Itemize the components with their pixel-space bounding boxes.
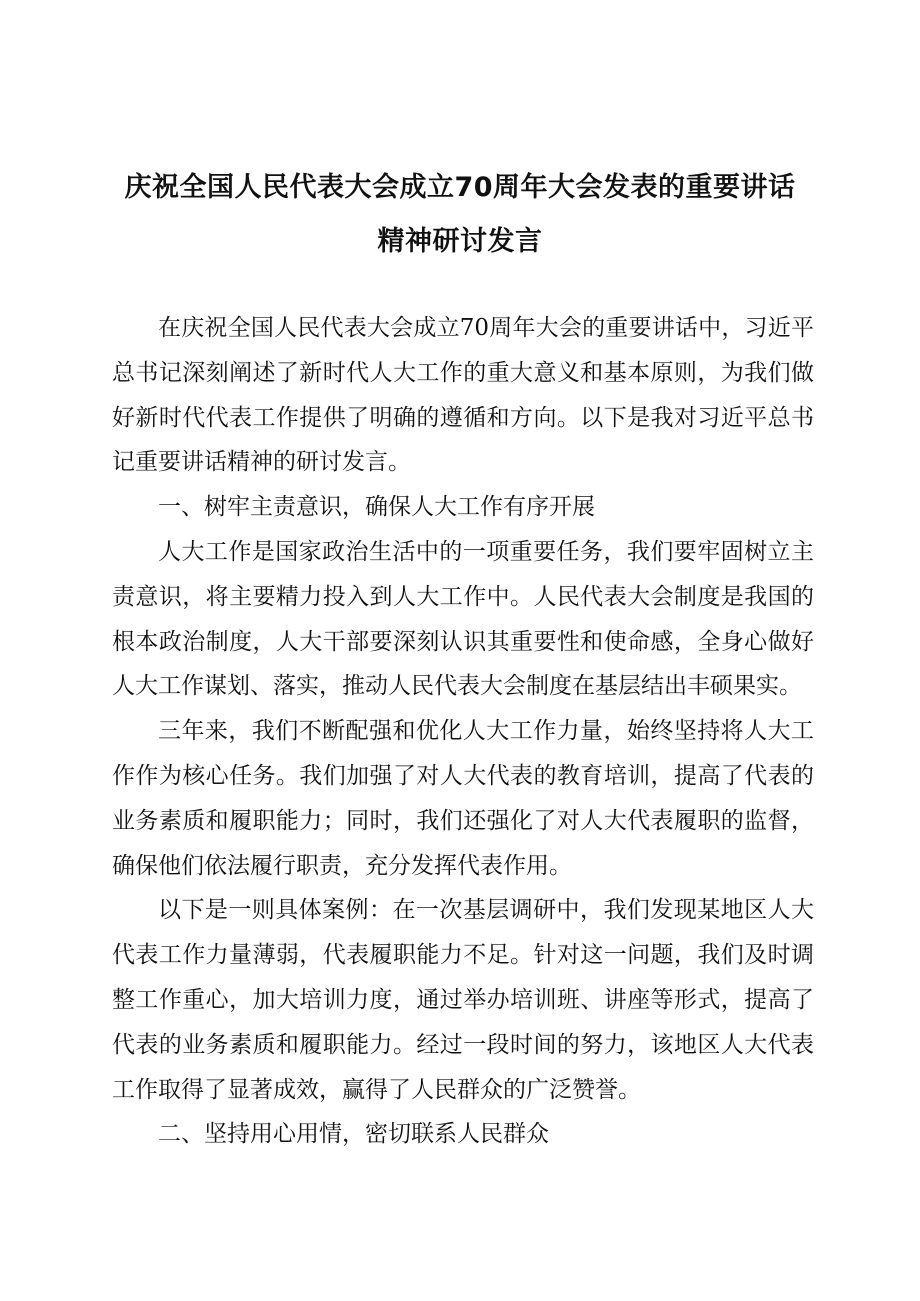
section-heading-2: 二、坚持用心用情，密切联系人民群众 (158, 1121, 549, 1148)
document-title-line-2: 精神研讨发言 (377, 226, 543, 257)
section-heading-1: 一、树牢主责意识，确保人大工作有序开展 (158, 494, 595, 521)
paragraph: 三年来，我们不断配强和优化人大工作力量，始终坚持将人大工作作为核心任务。我们加强了对人大代表的教育培训，提高了代表的业务素质和履职能力；同时，我们还强化了对人大代表履职的监督，确保他们依法履行职责，充分发挥代表作用。 (112, 718, 814, 879)
paragraph: 人大工作是国家政治生活中的一项重要任务，我们要牢固树立主责意识，将主要精力投入到人大工作中。人民代表大会制度是我国的根本政治制度，人大干部要深刻认识其重要性和使命感，全身心做好人大工作谋划、落实，推动人民代表大会制度在基层结出丰硕果实。 (112, 538, 814, 700)
document-body (112, 306, 814, 1157)
paragraph-intro: 在庆祝全国人民代表大会成立70周年大会的重要讲话中，习近平总书记深刻阐述了新时代人大工作的重大意义和基本原则，为我们做好新时代代表工作提供了明确的遵循和方向。以下是我对习近平总书记重要讲话精神的研讨发言。 (112, 315, 814, 476)
document-title-line-1: 庆祝全国人民代表大会成立70周年大会发表的重要讲话 (124, 172, 796, 203)
paragraph-case: 以下是一则具体案例：在一次基层调研中，我们发现某地区人大代表工作力量薄弱，代表履职能力不足。针对这一问题，我们及时调整工作重心，加大培训力度，通过举办培训班、讲座等形式，提高了代表的业务素质和履职能力。经过一段时间的努力，该地区人大代表工作取得了显著成效，赢得了人民群众的广泛赞誉。 (112, 897, 814, 1103)
